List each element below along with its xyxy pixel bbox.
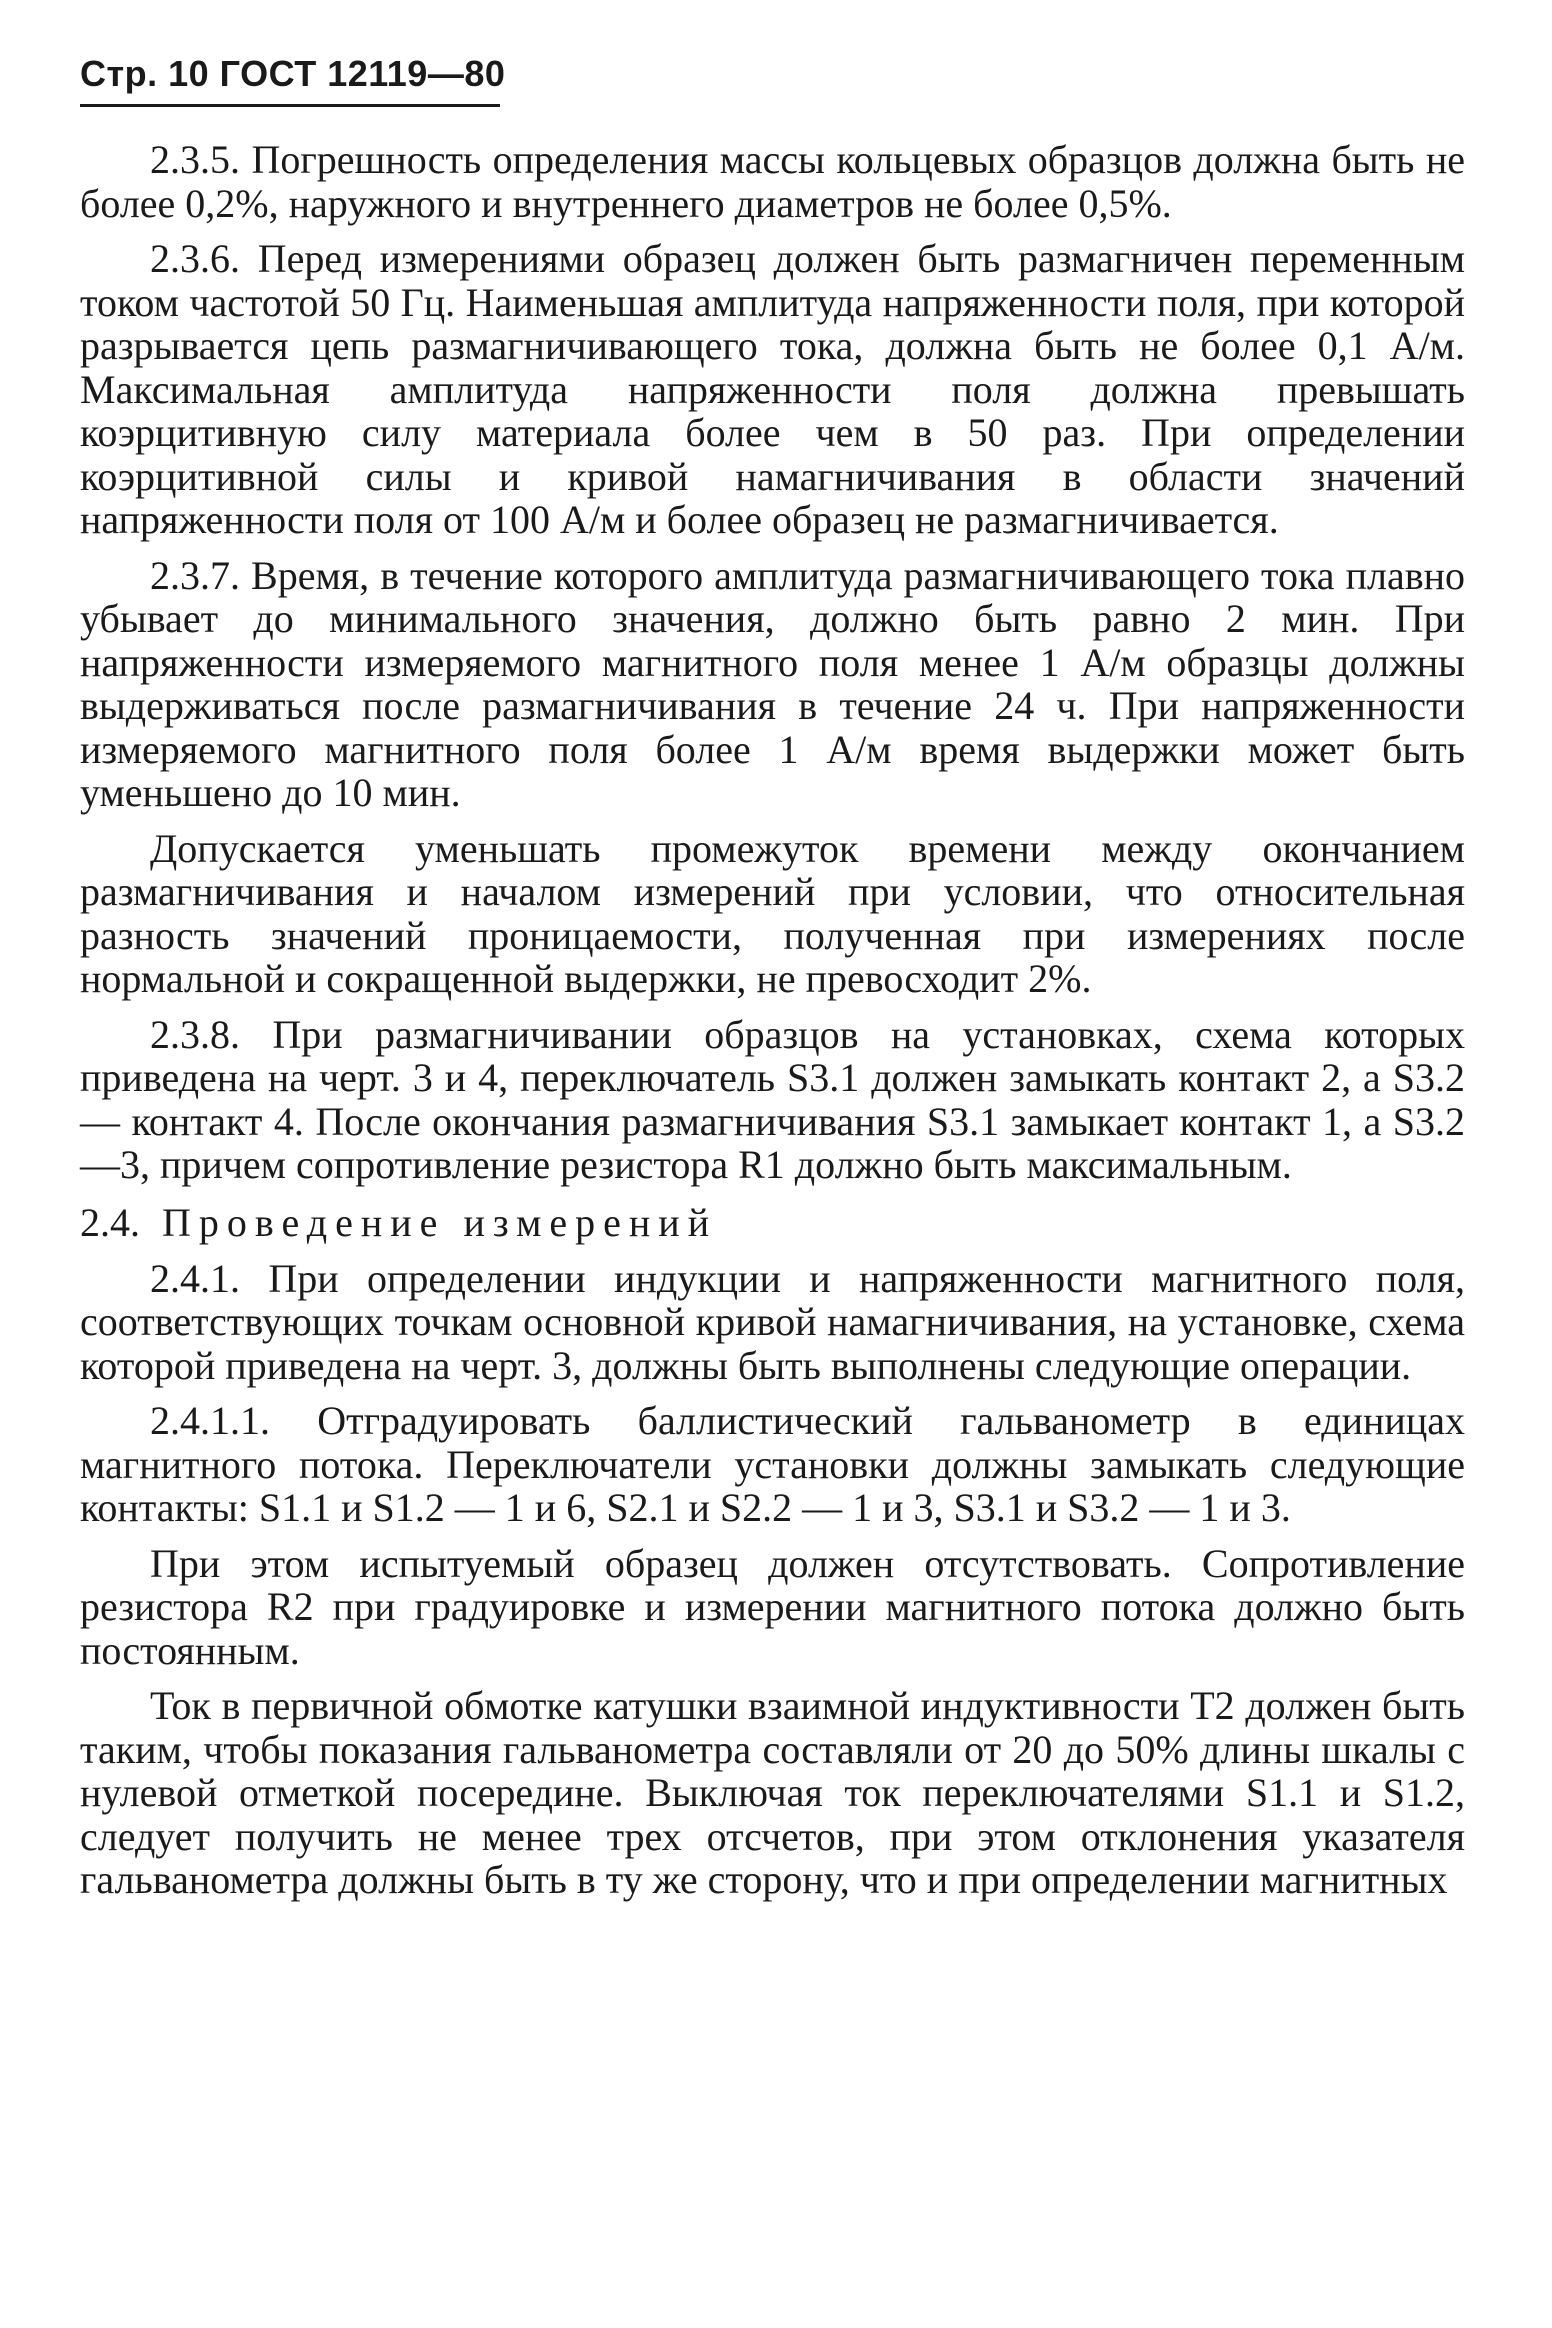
paragraph-2-4-1-1-b: При этом испытуемый образец должен отсутствовать. Сопротивление резистора R2 при градуировке и измерении магнитного потока должно быть постоянным. (80, 1540, 1465, 1673)
section-number: 2.4. (80, 1199, 140, 1245)
paragraph-2-3-6: 2.3.6. Перед измерениями образец должен быть размагничен переменным током частотой 50 Гц. Наименьшая амплитуда напряженности поля, при которой разрывается цепь размагничивающего тока, должна быть не более 0,1 А/м. Максимальная амплитуда напряженности поля должна превышать коэрцитивную силу материала более чем в 50 раз. При определении коэрцитивной силы и кривой намагничивания в области значений напряженности поля от 100 А/м и более образец не размагничивается. (80, 236, 1465, 542)
section-heading-2-4 (80, 1199, 1465, 1247)
paragraph-2-3-7: 2.3.7. Время, в течение которого амплитуда размагничивающего тока плавно убывает до минимального значения, должно быть равно 2 мин. При напряженности измеряемого магнитного поля менее 1 А/м образцы должны выдерживаться после размагничивания в течение 24 ч. При напряженности измеряемого магнитного поля более 1 А/м время выдержки может быть уменьшено до 10 мин. (80, 552, 1465, 815)
paragraph-2-3-5: 2.3.5. Погрешность определения массы кольцевых образцов должна быть не более 0,2%, наружного и внутреннего диаметров не более 0,5%. (80, 137, 1465, 226)
header-underline (80, 104, 500, 107)
paragraph-2-4-1-1: 2.4.1.1. Отградуировать баллистический гальванометр в единицах магнитного потока. Переключатели установки должны замыкать следующие контакты: S1.1 и S1.2 — 1 и 6, S2.1 и S2.2 — 1 и 3, S3.1 и S3.2 — 1 и 3. (80, 1398, 1465, 1530)
section-title-text: Проведение измерений (162, 1199, 718, 1245)
paragraph-2-3-8: 2.3.8. При размагничивании образцов на установках, схема которых приведена на черт. 3 и 4, переключатель S3.1 должен замыкать контакт 2, а S3.2 — контакт 4. После окончания размагничивания S3.1 замыкает контакт 1, а S3.2—3, причем сопротивление резистора R1 должно быть максимальным. (80, 1011, 1465, 1187)
paragraph-2-4-1-1-c: Ток в первичной обмотке катушки взаимной индуктивности T2 должен быть таким, чтобы показания гальванометра составляли от 20 до 50% длины шкалы с нулевой отметкой посередине. Выключая ток переключателями S1.1 и S1.2, следует получить не менее трех отсчетов, при этом отклонения указателя гальванометра должны быть в ту же сторону, что и при определении магнитных (80, 1683, 1465, 1902)
paragraph-2-4-1: 2.4.1. При определении индукции и напряженности магнитного поля, соответствующих точкам основной кривой намагничивания, на установке, схема которой приведена на черт. 3, должны быть выполнены следующие операции. (80, 1255, 1465, 1388)
page-header-text: Стр. 10 ГОСТ 12119—80 (80, 53, 506, 94)
page-header (80, 50, 506, 107)
document-body (80, 138, 1465, 1914)
paragraph-2-3-7-continued: Допускается уменьшать промежуток времени между окончанием размагничивания и началом измерений при условии, что относительная разность значений проницаемости, полученная при измерениях после нормальной и сокращенной выдержки, не превосходит 2%. (80, 825, 1465, 1001)
